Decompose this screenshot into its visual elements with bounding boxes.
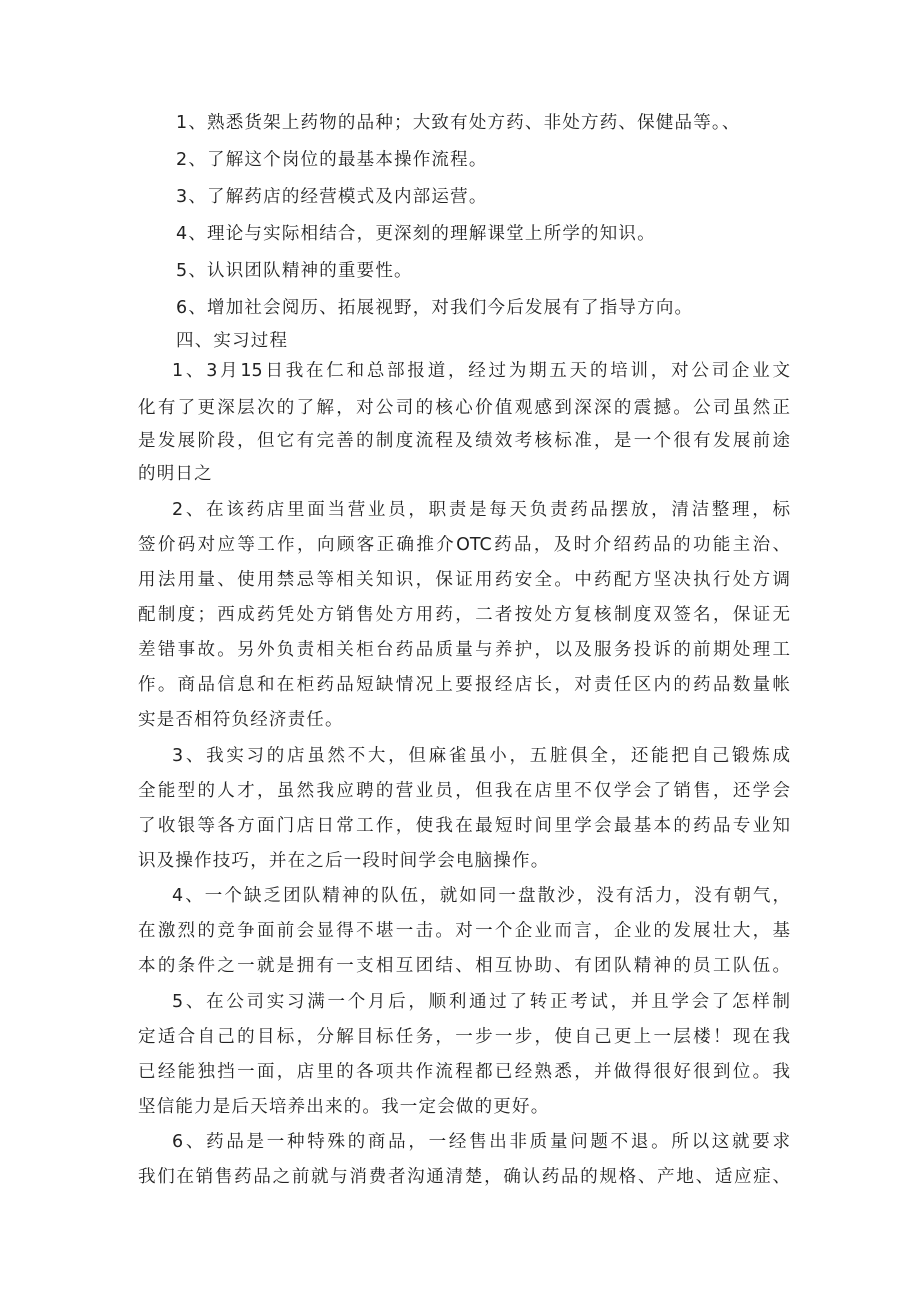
paragraph-line: 在激烈的竞争面前会显得不堪一击。对一个企业而言，企业的发展壮大，基	[138, 921, 790, 941]
paragraph-line: 已经能独挡一面，店里的各项共作流程都已经熟悉，并做得很好很到位。我	[138, 1062, 790, 1082]
goal-item: 6、增加社会阅历、拓展视野，对我们今后发展有了指导方向。	[176, 298, 694, 318]
section-heading: 四、实习过程	[176, 331, 289, 351]
paragraph-line: 化有了更深层次的了解，对公司的核心价值观感到深深的震撼。公司虽然正	[138, 398, 790, 418]
paragraph-line: 4、一个缺乏团队精神的队伍，就如同一盘散沙，没有活力，没有朝气，	[172, 886, 790, 906]
paragraph-line: 识及操作技巧，并在之后一段时间学会电脑操作。	[138, 851, 550, 871]
goal-item: 4、理论与实际相结合，更深刻的理解课堂上所学的知识。	[176, 224, 656, 244]
paragraph-line: 的明日之	[138, 464, 213, 484]
paragraph-line: 2、在该药店里面当营业员，职责是每天负责药品摆放，清洁整理，标	[172, 500, 790, 520]
goal-item: 2、了解这个岗位的最基本操作流程。	[176, 150, 488, 170]
paragraph-line: 差错事故。另外负责相关柜台药品质量与养护，以及服务投诉的前期处理工	[138, 640, 790, 660]
paragraph-line: 3、我实习的店虽然不大，但麻雀虽小，五脏俱全，还能把自己锻炼成	[172, 746, 790, 766]
paragraph-line: 用法用量、使用禁忌等相关知识，保证用药安全。中药配方坚决执行处方调	[138, 570, 790, 590]
goal-item: 5、认识团队精神的重要性。	[176, 261, 413, 281]
paragraph-line: 了收银等各方面门店日常工作，使我在最短时间里学会最基本的药品专业知	[138, 816, 790, 836]
paragraph-line: 我们在销售药品之前就与消费者沟通清楚，确认药品的规格、产地、适应症、	[138, 1167, 790, 1187]
paragraph-line: 签价码对应等工作，向顾客正确推介OTC药品，及时介绍药品的功能主治、	[138, 535, 790, 555]
paragraph-line: 本的条件之一就是拥有一支相互团结、相互协助、有团队精神的员工队伍。	[138, 956, 790, 976]
paragraph-line: 6、药品是一种特殊的商品，一经售出非质量问题不退。所以这就要求	[172, 1132, 790, 1152]
goal-item: 1、熟悉货架上药物的品种；大致有处方药、非处方药、保健品等。、	[176, 113, 741, 133]
paragraph-line: 作。商品信息和在柜药品短缺情况上要报经店长，对责任区内的药品数量帐	[138, 675, 790, 695]
paragraph-line: 1、3月15日我在仁和总部报道，经过为期五天的培训，对公司企业文	[172, 361, 790, 381]
goal-item: 3、了解药店的经营模式及内部运营。	[176, 187, 488, 207]
paragraph-line: 配制度；西成药凭处方销售处方用药，二者按处方复核制度双签名，保证无	[138, 605, 790, 625]
paragraph-line: 定适合自己的目标，分解目标任务，一步一步，使自己更上一层楼！现在我	[138, 1027, 790, 1047]
paragraph-line: 实是否相符负经济责任。	[138, 710, 344, 730]
paragraph-line: 5、在公司实习满一个月后，顺利通过了转正考试，并且学会了怎样制	[172, 992, 790, 1012]
paragraph-line: 是发展阶段，但它有完善的制度流程及绩效考核标准，是一个很有发展前途	[138, 431, 790, 451]
paragraph-line: 全能型的人才，虽然我应聘的营业员，但我在店里不仅学会了销售，还学会	[138, 781, 790, 801]
paragraph-line: 坚信能力是后天培养出来的。我一定会做的更好。	[138, 1097, 550, 1117]
